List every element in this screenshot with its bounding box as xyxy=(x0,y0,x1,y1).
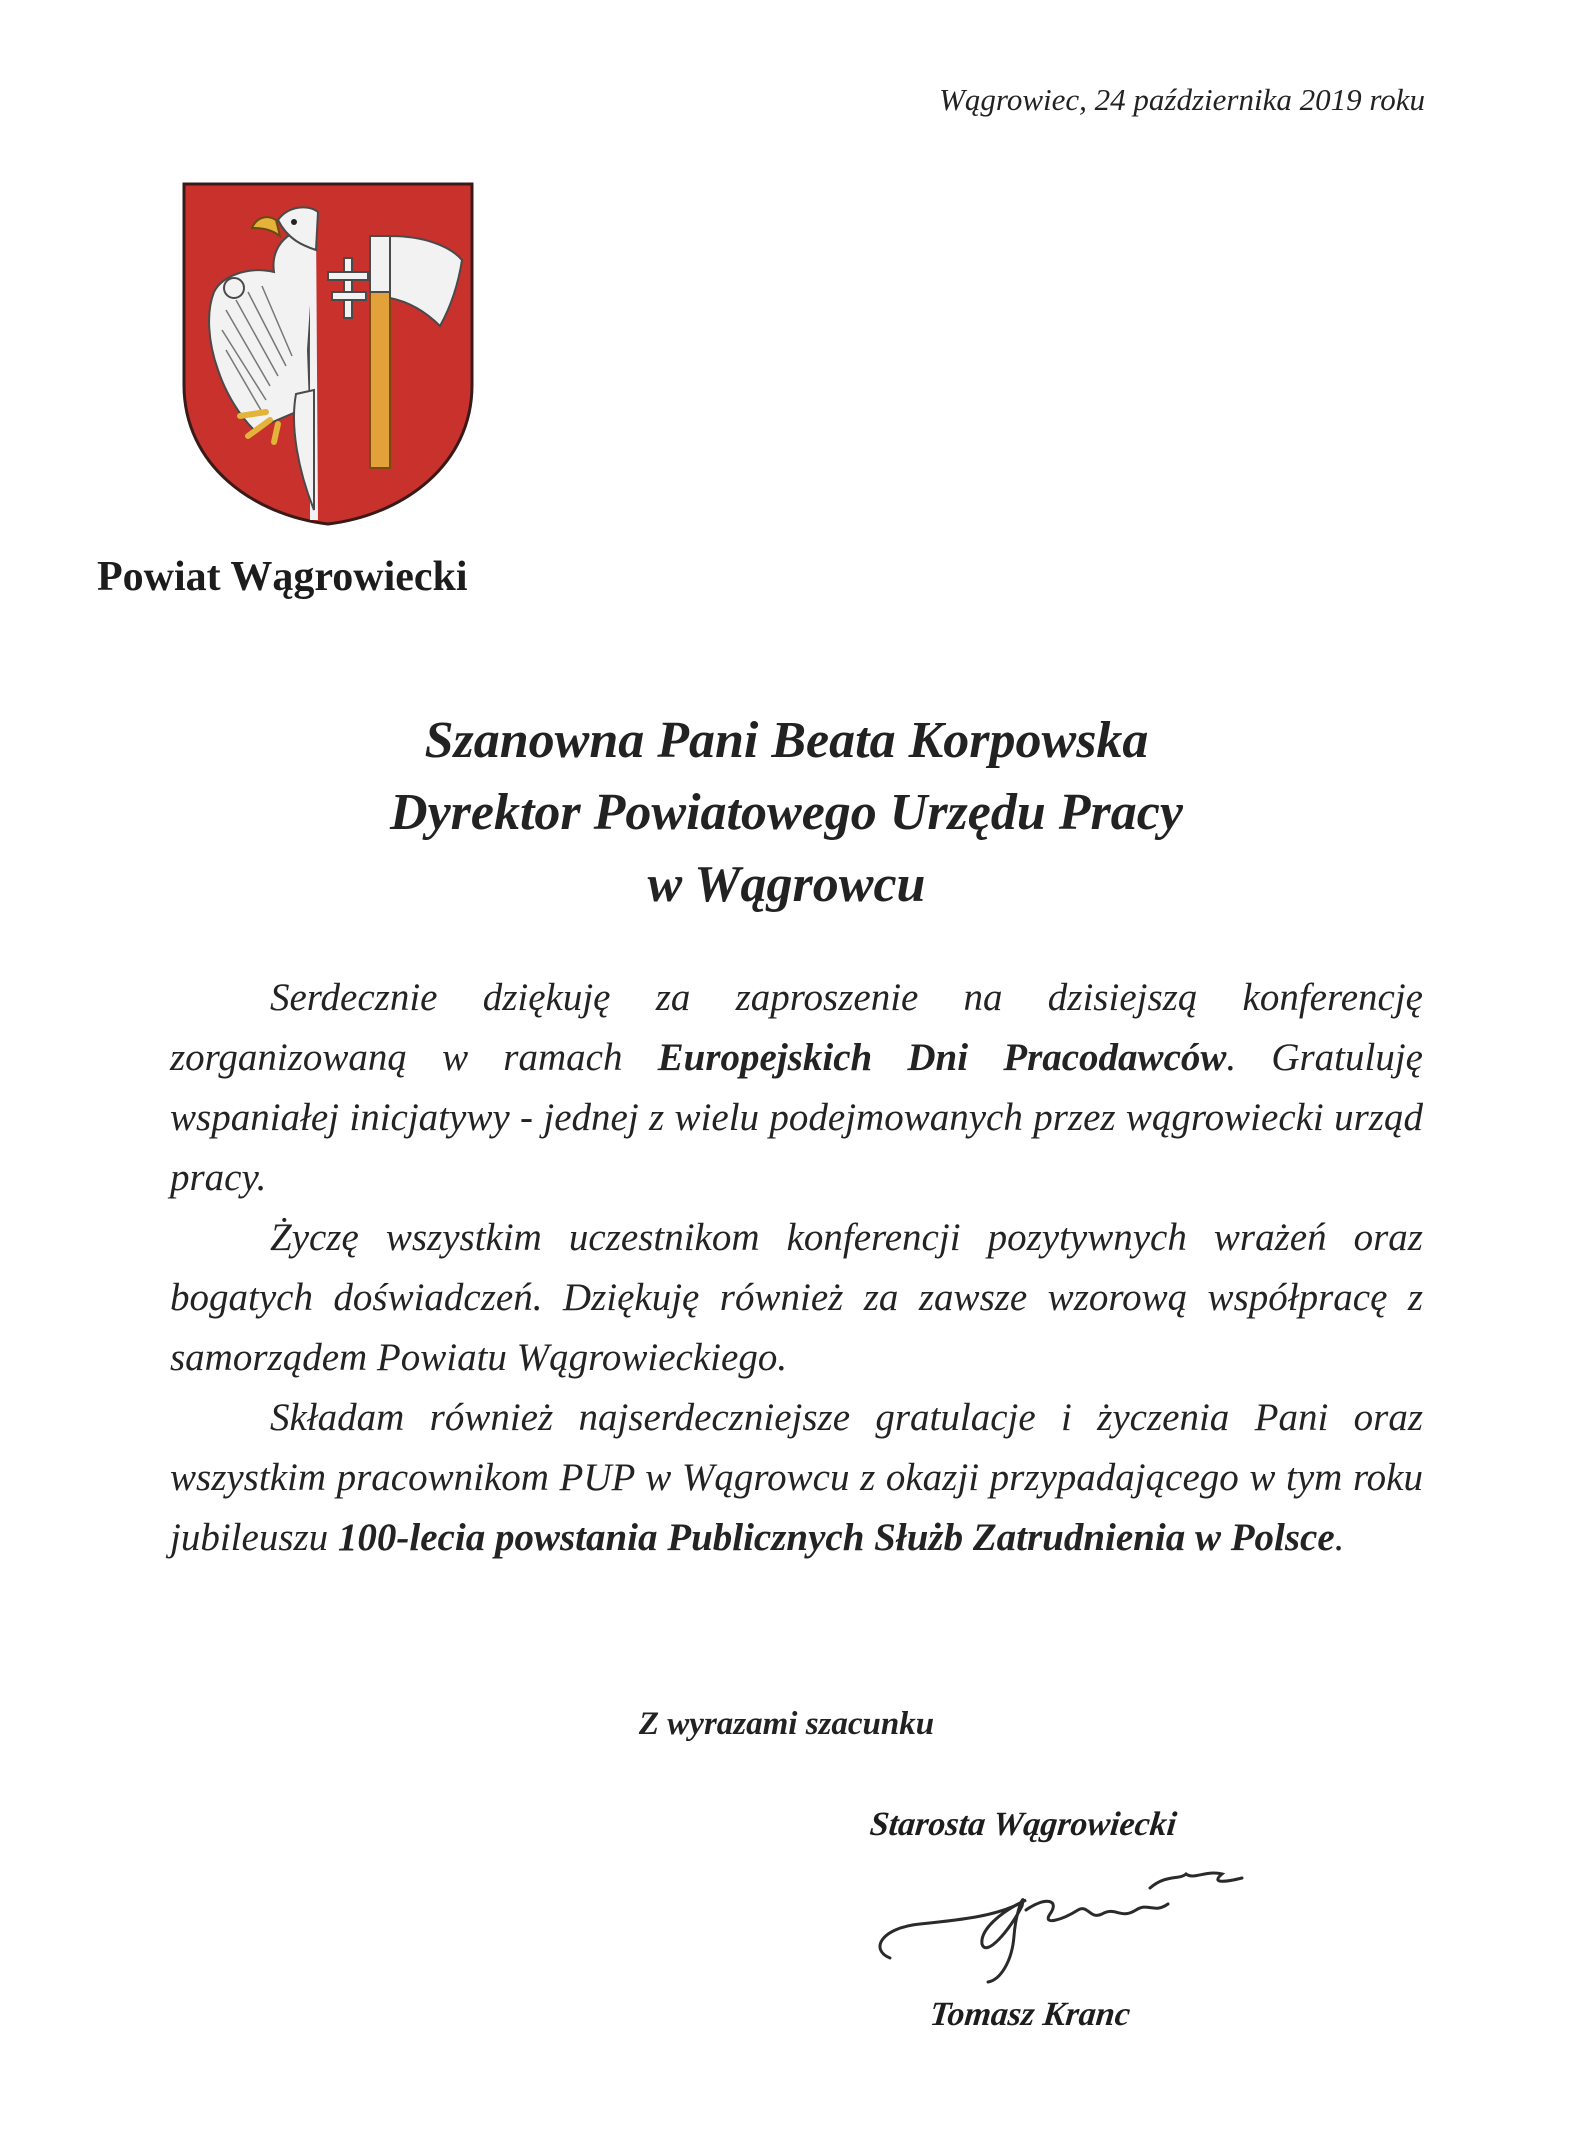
paragraph-thanks: Serdecznie dziękuję za zaproszenie na dzisiejszą konferencję zorganizowaną w ramach Europejskich Dni Pracodawców. Gratuluję wspaniałej inicjatywy - jednej z wielu podejmowanych przez wągrowiecki urząd pracy. xyxy=(170,976,1423,1199)
recipient-name: Szanowna Pani Beata Korpowska xyxy=(424,712,1149,769)
signer-name: Tomasz Kranc xyxy=(928,1996,1132,2033)
signer-title: Starosta Wągrowiecki xyxy=(868,1806,1179,1843)
handwritten-signature-icon xyxy=(850,1840,1300,1990)
recipient-place: w Wągrowcu xyxy=(647,856,926,913)
date-line: Wągrowiec, 24 października 2019 roku xyxy=(939,82,1425,117)
recipient-block xyxy=(0,705,1573,921)
recipient-position: Dyrektor Powiatowego Urzędu Pracy xyxy=(390,784,1183,841)
organization-name: Powiat Wągrowiecki xyxy=(97,554,468,600)
county-coat-of-arms-icon xyxy=(178,180,478,528)
anniversary-name: 100-lecia powstania Publicznych Służb Zatrudnienia w Polsce xyxy=(337,1516,1335,1559)
letter-body xyxy=(170,968,1423,1568)
event-name: Europejskich Dni Pracodawców xyxy=(657,1036,1227,1079)
paragraph-wishes: Życzę wszystkim uczestnikom konferencji pozytywnych wrażeń oraz bogatych doświadczeń. Dziękuję również za zawsze wzorową współpracę z samorządem Powiatu Wągrowieckiego. xyxy=(170,1216,1423,1379)
paragraph-congratulations: Składam również najserdeczniejsze gratulacje i życzenia Pani oraz wszystkim pracownikom PUP w Wągrowcu z okazji przypadającego w tym roku jubileuszu 100-lecia powstania Publicznych Służb Zatrudnienia w Polsce. xyxy=(170,1396,1423,1559)
closing-regards: Z wyrazami szacunku xyxy=(638,1706,935,1742)
